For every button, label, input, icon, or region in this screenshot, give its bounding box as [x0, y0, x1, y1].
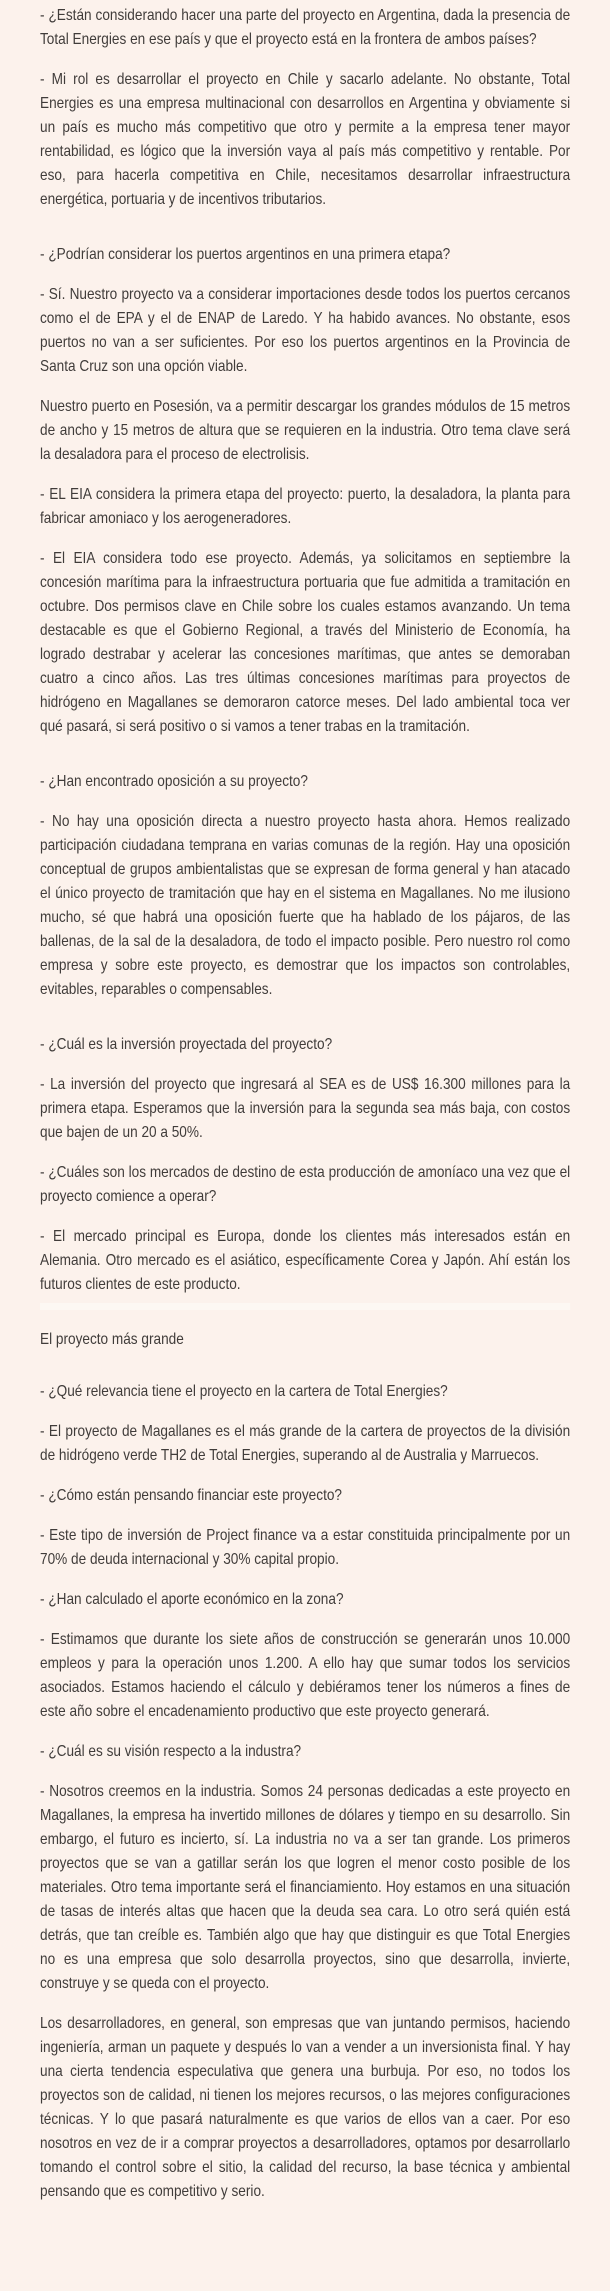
interview-question: - EL EIA considera la primera etapa del proyecto: puerto, la desaladora, la planta para fabricar amoniaco y los aerogeneradores. — [40, 486, 571, 527]
interview-answer-paragraph: - Sí. Nuestro proyecto va a considerar importaciones desde todos los puertos cercanos como el de EPA y el de ENAP de Laredo. Y ha habido avances. No obstante, esos puertos no van a ser suficientes. Por eso los puertos argentinos en la Provincia de Santa Cruz son una opción viable. — [40, 286, 571, 375]
interview-answer-paragraph: Los desarrolladores, en general, son empresas que van juntando permisos, haciendo ingeniería, arman un paquete y después lo van a vender a un inversionista final. Y hay una cierta tendencia especulativa que genera una burbuja. Por eso, no todos los proyectos son de calidad, ni tienen los mejores recursos, o las mejores configuraciones técnicas. Y lo que pasará naturalmente es que varios de ellos van a caer. Por eso nosotros en vez de ir a comprar proyectos a desarrolladores, optamos por desarrollarlo tomando el control sobre el sitio, la calidad del recurso, la base técnica y ambiental pensando que es competitivo y serio. — [40, 2015, 571, 2200]
interview-question: - ¿Podrían considerar los puertos argentinos en una primera etapa? — [40, 246, 451, 263]
interview-question: - ¿Qué relevancia tiene el proyecto en la cartera de Total Energies? — [40, 1383, 448, 1400]
interview-answer-paragraph: - La inversión del proyecto que ingresará al SEA es de US$ 16.300 millones para la primera etapa. Esperamos que la inversión para la segunda sea más baja, con costos que bajen de un 20 a 50%. — [40, 1076, 571, 1141]
interview-question: - ¿Cuál es su visión respecto a la industra? — [40, 1743, 302, 1760]
interview-answer-paragraph: - No hay una oposición directa a nuestro proyecto hasta ahora. Hemos realizado participación ciudadana temprana en varias comunas de la región. Hay una oposición conceptual de grupos ambientalistas que se expresan de forma general y han atacado el único proyecto de tramitación que hay en el sistema en Magallanes. No me ilusiono mucho, sé que habrá una oposición fuerte que ha hablado de los pájaros, de las ballenas, de la sal de la desaladora, de todo el impacto posible. Pero nuestro rol como empresa y sobre este proyecto, es demostrar que los impactos son controlables, evitables, reparables o compensables. — [40, 813, 571, 998]
interview-answer-paragraph: - Nosotros creemos en la industria. Somos 24 personas dedicadas a este proyecto en Magallanes, la empresa ha invertido millones de dólares y tiempo en su desarrollo. Sin embargo, el futuro es incierto, sí. La industria no va a ser tan grande. Los primeros proyectos que se van a gatillar serán los que logren el menor costo posible de los materiales. Otro tema importante será el financiamiento. Hoy estamos en una situación de tasas de interés altas que hacen que la deuda sea cara. Lo otro será quién está detrás, que tan creíble es. También algo que hay que distinguir es que Total Energies no es una empresa que solo desarrolla proyectos, sino que desarrolla, invierte, construye y se queda con el proyecto. — [40, 1783, 571, 1992]
interview-answer-paragraph: - Este tipo de inversión de Project finance va a estar constituida principalmente por un 70% de deuda internacional y 30% capital propio. — [40, 1527, 571, 1568]
interview-question: - ¿Cuáles son los mercados de destino de esta producción de amoníaco una vez que el proyecto comience a operar? — [40, 1164, 571, 1205]
interview-question: - ¿Cuál es la inversión proyectada del proyecto? — [40, 1036, 333, 1053]
interview-question: - ¿Han calculado el aporte económico en la zona? — [40, 1591, 344, 1608]
section-divider — [40, 1303, 570, 1310]
interview-question: - ¿Están considerando hacer una parte del proyecto en Argentina, dada la presencia de Total Energies en ese país y que el proyecto está en la frontera de ambos países? — [40, 7, 571, 48]
section-heading: El proyecto más grande — [40, 1331, 184, 1348]
interview-answer-paragraph: - Mi rol es desarrollar el proyecto en Chile y sacarlo adelante. No obstante, Total Energies es una empresa multinacional con desarrollos en Argentina y obviamente si un país es mucho más competitivo que otro y permite a la empresa tener mayor rentabilidad, es lógico que la inversión vaya al país más competitivo y rentable. Por eso, para hacerla competitiva en Chile, necesitamos desarrollar infraestructura energética, portuaria y de incentivos tributarios. — [40, 71, 571, 208]
interview-answer-paragraph: - El EIA considera todo ese proyecto. Además, ya solicitamos en septiembre la concesión marítima para la infraestructura portuaria que fue admitida a tramitación en octubre. Dos permisos clave en Chile sobre los cuales estamos avanzando. Un tema destacable es que el Gobierno Regional, a través del Ministerio de Economía, ha logrado destrabar y acelerar las concesiones marítimas, que antes se demoraban cuatro a cinco años. Las tres últimas concesiones marítimas para proyectos de hidrógeno en Magallanes se demoraron catorce meses. Del lado ambiental toca ver qué pasará, si será positivo o si vamos a tener trabas en la tramitación. — [40, 550, 571, 735]
interview-question: - ¿Cómo están pensando financiar este proyecto? — [40, 1487, 342, 1504]
interview-question: - ¿Han encontrado oposición a su proyecto? — [40, 773, 308, 790]
interview-text — [40, 4, 570, 2204]
interview-answer-paragraph: - El mercado principal es Europa, donde los clientes más interesados están en Alemania. Otro mercado es el asiático, específicamente Corea y Japón. Ahí están los futuros clientes de este producto. — [40, 1228, 571, 1293]
interview-answer-paragraph: - Estimamos que durante los siete años de construcción se generarán unos 10.000 empleos y para la operación unos 1.200. A ello hay que sumar todos los servicios asociados. Estamos haciendo el cálculo y debiéramos tener los números a fines de este año sobre el encadenamiento productivo que este proyecto generará. — [40, 1631, 571, 1720]
interview-answer-paragraph: - El proyecto de Magallanes es el más grande de la cartera de proyectos de la división de hidrógeno verde TH2 de Total Energies, superando al de Australia y Marruecos. — [40, 1423, 571, 1464]
interview-answer-paragraph: Nuestro puerto en Posesión, va a permitir descargar los grandes módulos de 15 metros de ancho y 15 metros de altura que se requieren en la industria. Otro tema clave será la desaladora para el proceso de electrolisis. — [40, 398, 571, 463]
